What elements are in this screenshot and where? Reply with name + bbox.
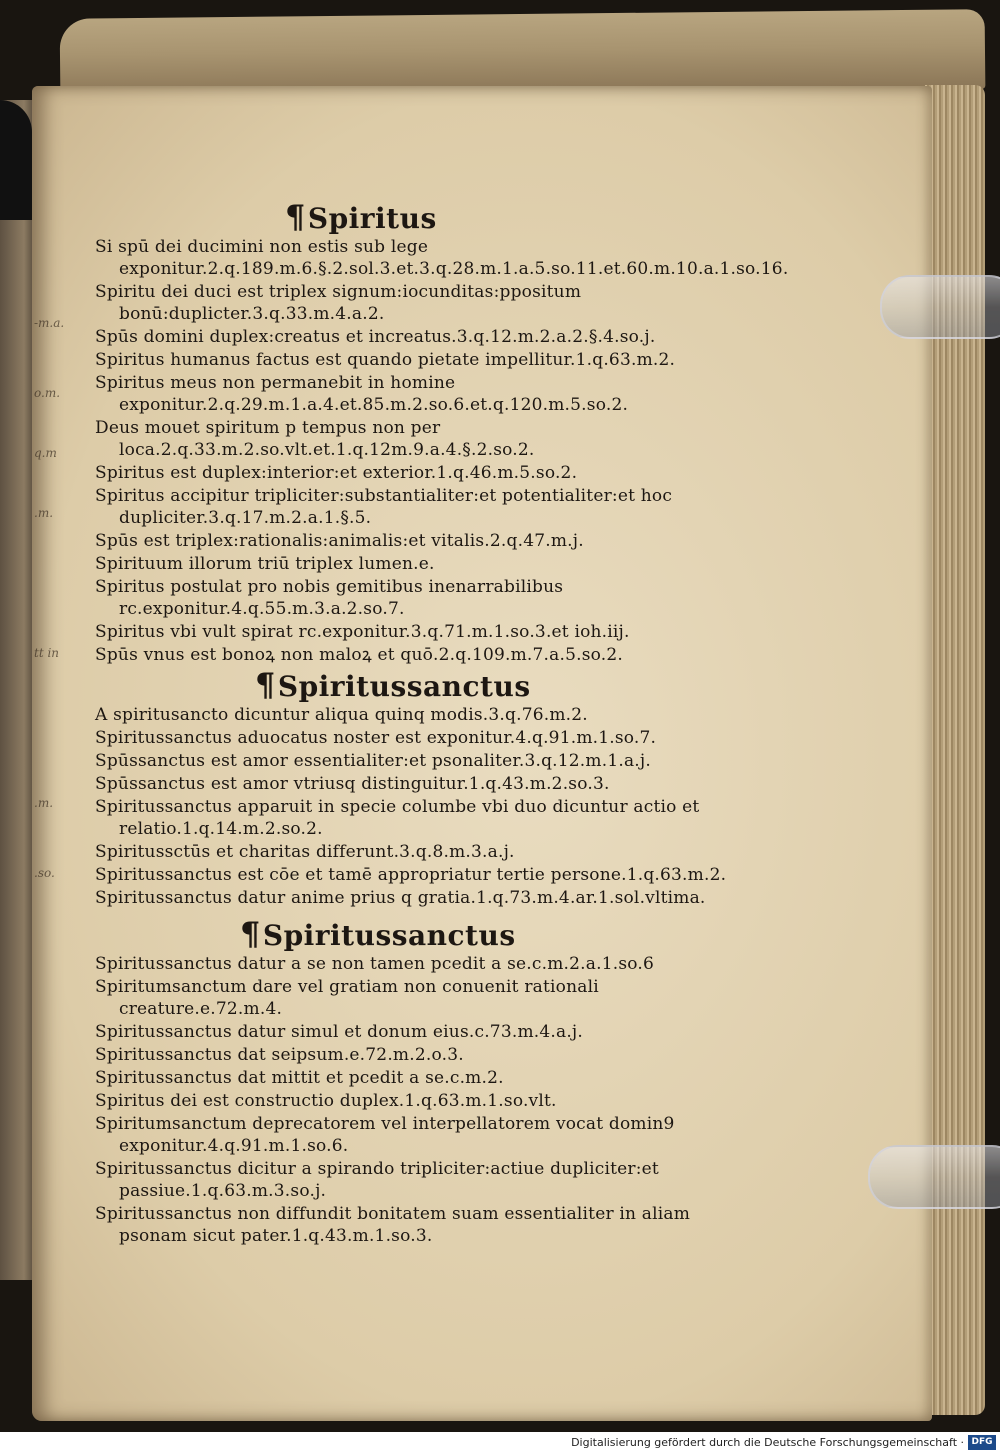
section-spiritussanctus-entries (95, 704, 745, 909)
margin-fragment: o.m. (34, 386, 61, 400)
pilcrow-icon: ¶ (285, 198, 306, 236)
index-entry: Spiritussanctus dat seipsum.e.72.m.2.o.3. (95, 1045, 464, 1065)
index-entry: Spiritu dei duci est triplex signum:iocunditas:ppositum bonū:duplicter.3.q.33.m.4.a.2. (95, 282, 582, 324)
index-entry: Spirituum illorum triū triplex lumen.e. (95, 554, 435, 574)
margin-fragment: -m.a. (34, 316, 65, 330)
index-entry: Spiritussctūs et charitas differunt.3.q.8.m.3.a.j. (95, 842, 515, 862)
left-page-fold (0, 100, 32, 220)
index-entry: Spūssanctus est amor vtriusq distinguitur.1.q.43.m.2.so.3. (95, 774, 610, 794)
margin-fragment: .so. (34, 866, 55, 880)
index-entry: Spūssanctus est amor essentialiter:et psonaliter.3.q.12.m.1.a.j. (95, 751, 651, 771)
index-text (95, 198, 789, 1248)
index-entry: Spiritumsanctum deprecatorem vel interpellatorem vocat domin9 exponitur.4.q.91.m.1.so.6. (95, 1114, 675, 1156)
index-entry: Spiritus postulat pro nobis gemitibus inenarrabilibus rc.exponitur.4.q.55.m.3.a.2.so.7. (95, 577, 564, 619)
index-entry: Spiritussanctus datur a se non tamen pcedit a se.c.m.2.a.1.so.6 (95, 954, 655, 974)
index-entry: Spiritussanctus apparuit in specie columbe vbi duo dicuntur actio et relatio.1.q.14.m.2.so.2. (95, 797, 700, 839)
index-entry: Spiritussanctus est cōe et tamē appropriatur tertie persone.1.q.63.m.2. (95, 865, 727, 885)
index-entry: Spiritumsanctum dare vel gratiam non conuenit rationali creature.e.72.m.4. (95, 977, 599, 1019)
index-entry: A spiritusancto dicuntur aliqua quinq modis.3.q.76.m.2. (95, 705, 588, 725)
page-clip (868, 1145, 1000, 1209)
footer-bar (0, 1432, 1000, 1454)
index-entry: Deus mouet spiritum p tempus non per loca.2.q.33.m.2.so.vlt.et.1.q.12m.9.a.4.§.2.so.2. (95, 418, 535, 460)
index-entry: Spiritus est duplex:interior:et exterior.1.q.46.m.5.so.2. (95, 463, 578, 483)
margin-fragment: tt in (34, 646, 60, 660)
index-entry: Si spū dei ducimini non estis sub lege exponitur.2.q.189.m.6.§.2.sol.3.et.3.q.28.m.1.a.5.so.11.et.60.m.10.a.1.so.16. (95, 237, 789, 279)
index-entry: Spiritussanctus aduocatus noster est exponitur.4.q.91.m.1.so.7. (95, 728, 657, 748)
index-entry: Spiritussanctus datur anime prius q gratia.1.q.73.m.4.ar.1.sol.vltima. (95, 888, 706, 908)
index-entry: Spiritus vbi vult spirat rc.exponitur.3.q.71.m.1.so.3.et ioh.iij. (95, 622, 630, 642)
pilcrow-icon: ¶ (240, 915, 261, 953)
index-entry: Spiritus meus non permanebit in homine exponitur.2.q.29.m.1.a.4.et.85.m.2.so.6.et.q.120.m.5.so.2. (95, 373, 629, 415)
index-entry: Spiritus dei est constructio duplex.1.q.63.m.1.so.vlt. (95, 1091, 557, 1111)
index-entry: Spiritussanctus datur simul et donum eius.c.73.m.4.a.j. (95, 1022, 583, 1042)
index-entry: Spiritus humanus factus est quando pietate impellitur.1.q.63.m.2. (95, 350, 676, 370)
page-clip (880, 275, 1000, 339)
margin-fragment: q.m (34, 446, 57, 460)
funding-notice: Digitalisierung gefördert durch die Deutsche Forschungsgemeinschaft · (571, 1436, 964, 1449)
index-entry: Spūs vnus est bonoꝝ non maloꝝ et quō.2.q.109.m.7.a.5.so.2. (95, 645, 623, 665)
section-heading: ¶Spiritus (285, 198, 437, 236)
dfg-logo: DFG (968, 1435, 996, 1450)
section-spiritus-entries (95, 236, 789, 666)
index-entry: Spūs domini duplex:creatus et increatus.3.q.12.m.2.a.2.§.4.so.j. (95, 327, 656, 347)
index-entry: Spiritussanctus non diffundit bonitatem suam essentialiter in aliam psonam sicut pater.1.q.43.m.1.so.3. (95, 1204, 691, 1246)
index-entry: Spiritussanctus dat mittit et pcedit a se.c.m.2. (95, 1068, 504, 1088)
index-entry: Spiritussanctus dicitur a spirando tripliciter:actiue dupliciter:et passiue.1.q.63.m.3.so.j. (95, 1159, 659, 1201)
index-entry: Spūs est triplex:rationalis:animalis:et vitalis.2.q.47.m.j. (95, 531, 584, 551)
index-entry: Spiritus accipitur tripliciter:substantialiter:et potentialiter:et hoc dupliciter.3.q.17.m.2.a.1.§.5. (95, 486, 673, 528)
margin-fragment: .m. (34, 796, 54, 810)
section-heading: ¶Spiritussanctus (255, 666, 531, 704)
margin-fragment: .m. (34, 506, 54, 520)
section-heading: ¶Spiritussanctus (240, 915, 516, 953)
pilcrow-icon: ¶ (255, 666, 276, 704)
section-spiritussanctus-entries-2 (95, 953, 745, 1247)
